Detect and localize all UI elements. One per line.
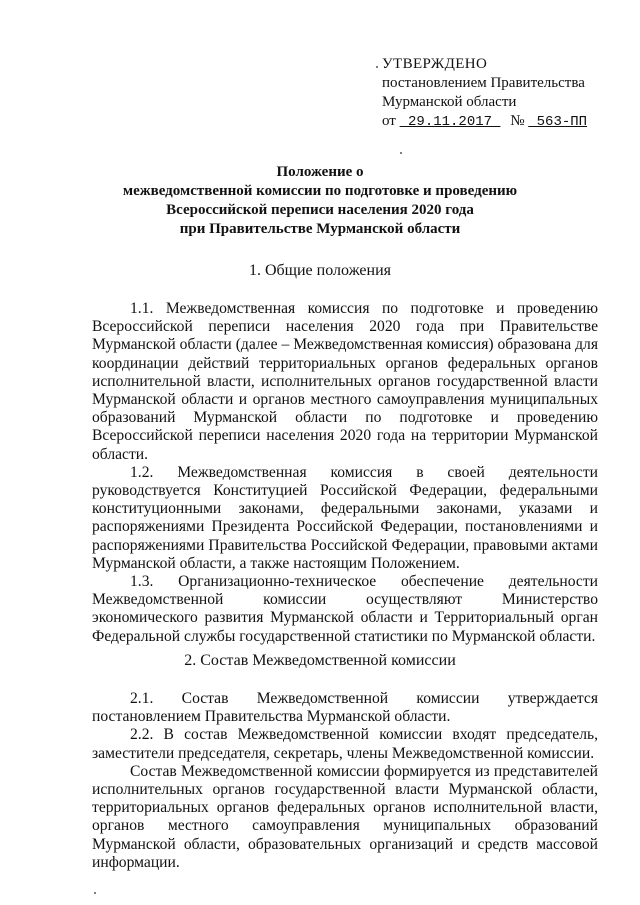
approval-region-line: Мурманской области (382, 94, 517, 110)
scan-speck (94, 892, 96, 894)
scan-speck (376, 66, 378, 68)
title-line: Положение о (276, 164, 364, 180)
approval-number: 563-ПП (528, 114, 588, 130)
date-prefix: от (382, 113, 396, 129)
approval-stamp (382, 55, 587, 132)
approval-decree-line: постановлением Правительства (382, 75, 585, 91)
section-2-body (92, 690, 598, 872)
paragraph-2-1: 2.1. Состав Межведомственной комиссии утверждается постановлением Правительства Мурманской области. (92, 690, 598, 726)
number-prefix: № (510, 113, 525, 129)
section-1-body (92, 300, 598, 646)
paragraph-2-3: Состав Межведомственной комиссии формируется из представителей исполнительных органов государственной власти Мурманской области, территориальных органов федеральных органов исполнительной власти, органов местного самоуправления муниципальных образований Мурманской области, образовательных организаций и средств массовой информации. (92, 762, 598, 871)
approved-label: УТВЕРЖДЕНО (382, 56, 488, 72)
section-1-heading: 1. Общие положения (248, 262, 392, 279)
document-title (40, 163, 600, 239)
section-2-heading: 2. Состав Межведомственной комиссии (184, 652, 456, 669)
approval-date: 29.11.2017 (399, 114, 501, 130)
paragraph-1-1: 1.1. Межведомственная комиссия по подготовке и проведению Всероссийской переписи населения 2020 года при Правительстве Мурманской области (далее – Межведомственная комиссия) образована для координации действий территориальных органов федеральных органов исполнительной власти, исполнительных органов государственной власти Мурманской области и органов местного самоуправления муниципальных образований Мурманской области по подготовке и проведению Всероссийской переписи населения 2020 года на территории Мурманской области. (92, 300, 598, 463)
paragraph-1-3: 1.3. Организационно-техническое обеспечение деятельности Межведомственной комиссии осуществляют Министерство экономического развития Мурманской области и Территориальный орган Федеральной службы государственной статистики по Мурманской области. (92, 573, 598, 645)
paragraph-1-2: 1.2. Межведомственная комиссия в своей деятельности руководствуется Конституцией Российской Федерации, федеральными конституционными законами, федеральными законами, указами и распоряжениями Президента Российской Федерации, постановлениями и распоряжениями Правительства Российской Федерации, правовыми актами Мурманской области, а также настоящим Положением. (92, 463, 598, 572)
paragraph-2-2: 2.2. В состав Межведомственной комиссии входят председатель, заместители председателя, секретарь, члены Межведомственной комиссии. (92, 726, 598, 762)
title-line: межведомственной комиссии по подготовке и проведению (122, 183, 518, 199)
approval-date-line (382, 112, 587, 132)
title-line: Всероссийской переписи населения 2020 года (166, 202, 474, 218)
title-line: при Правительстве Мурманской области (179, 221, 461, 237)
scan-speck (400, 152, 402, 154)
